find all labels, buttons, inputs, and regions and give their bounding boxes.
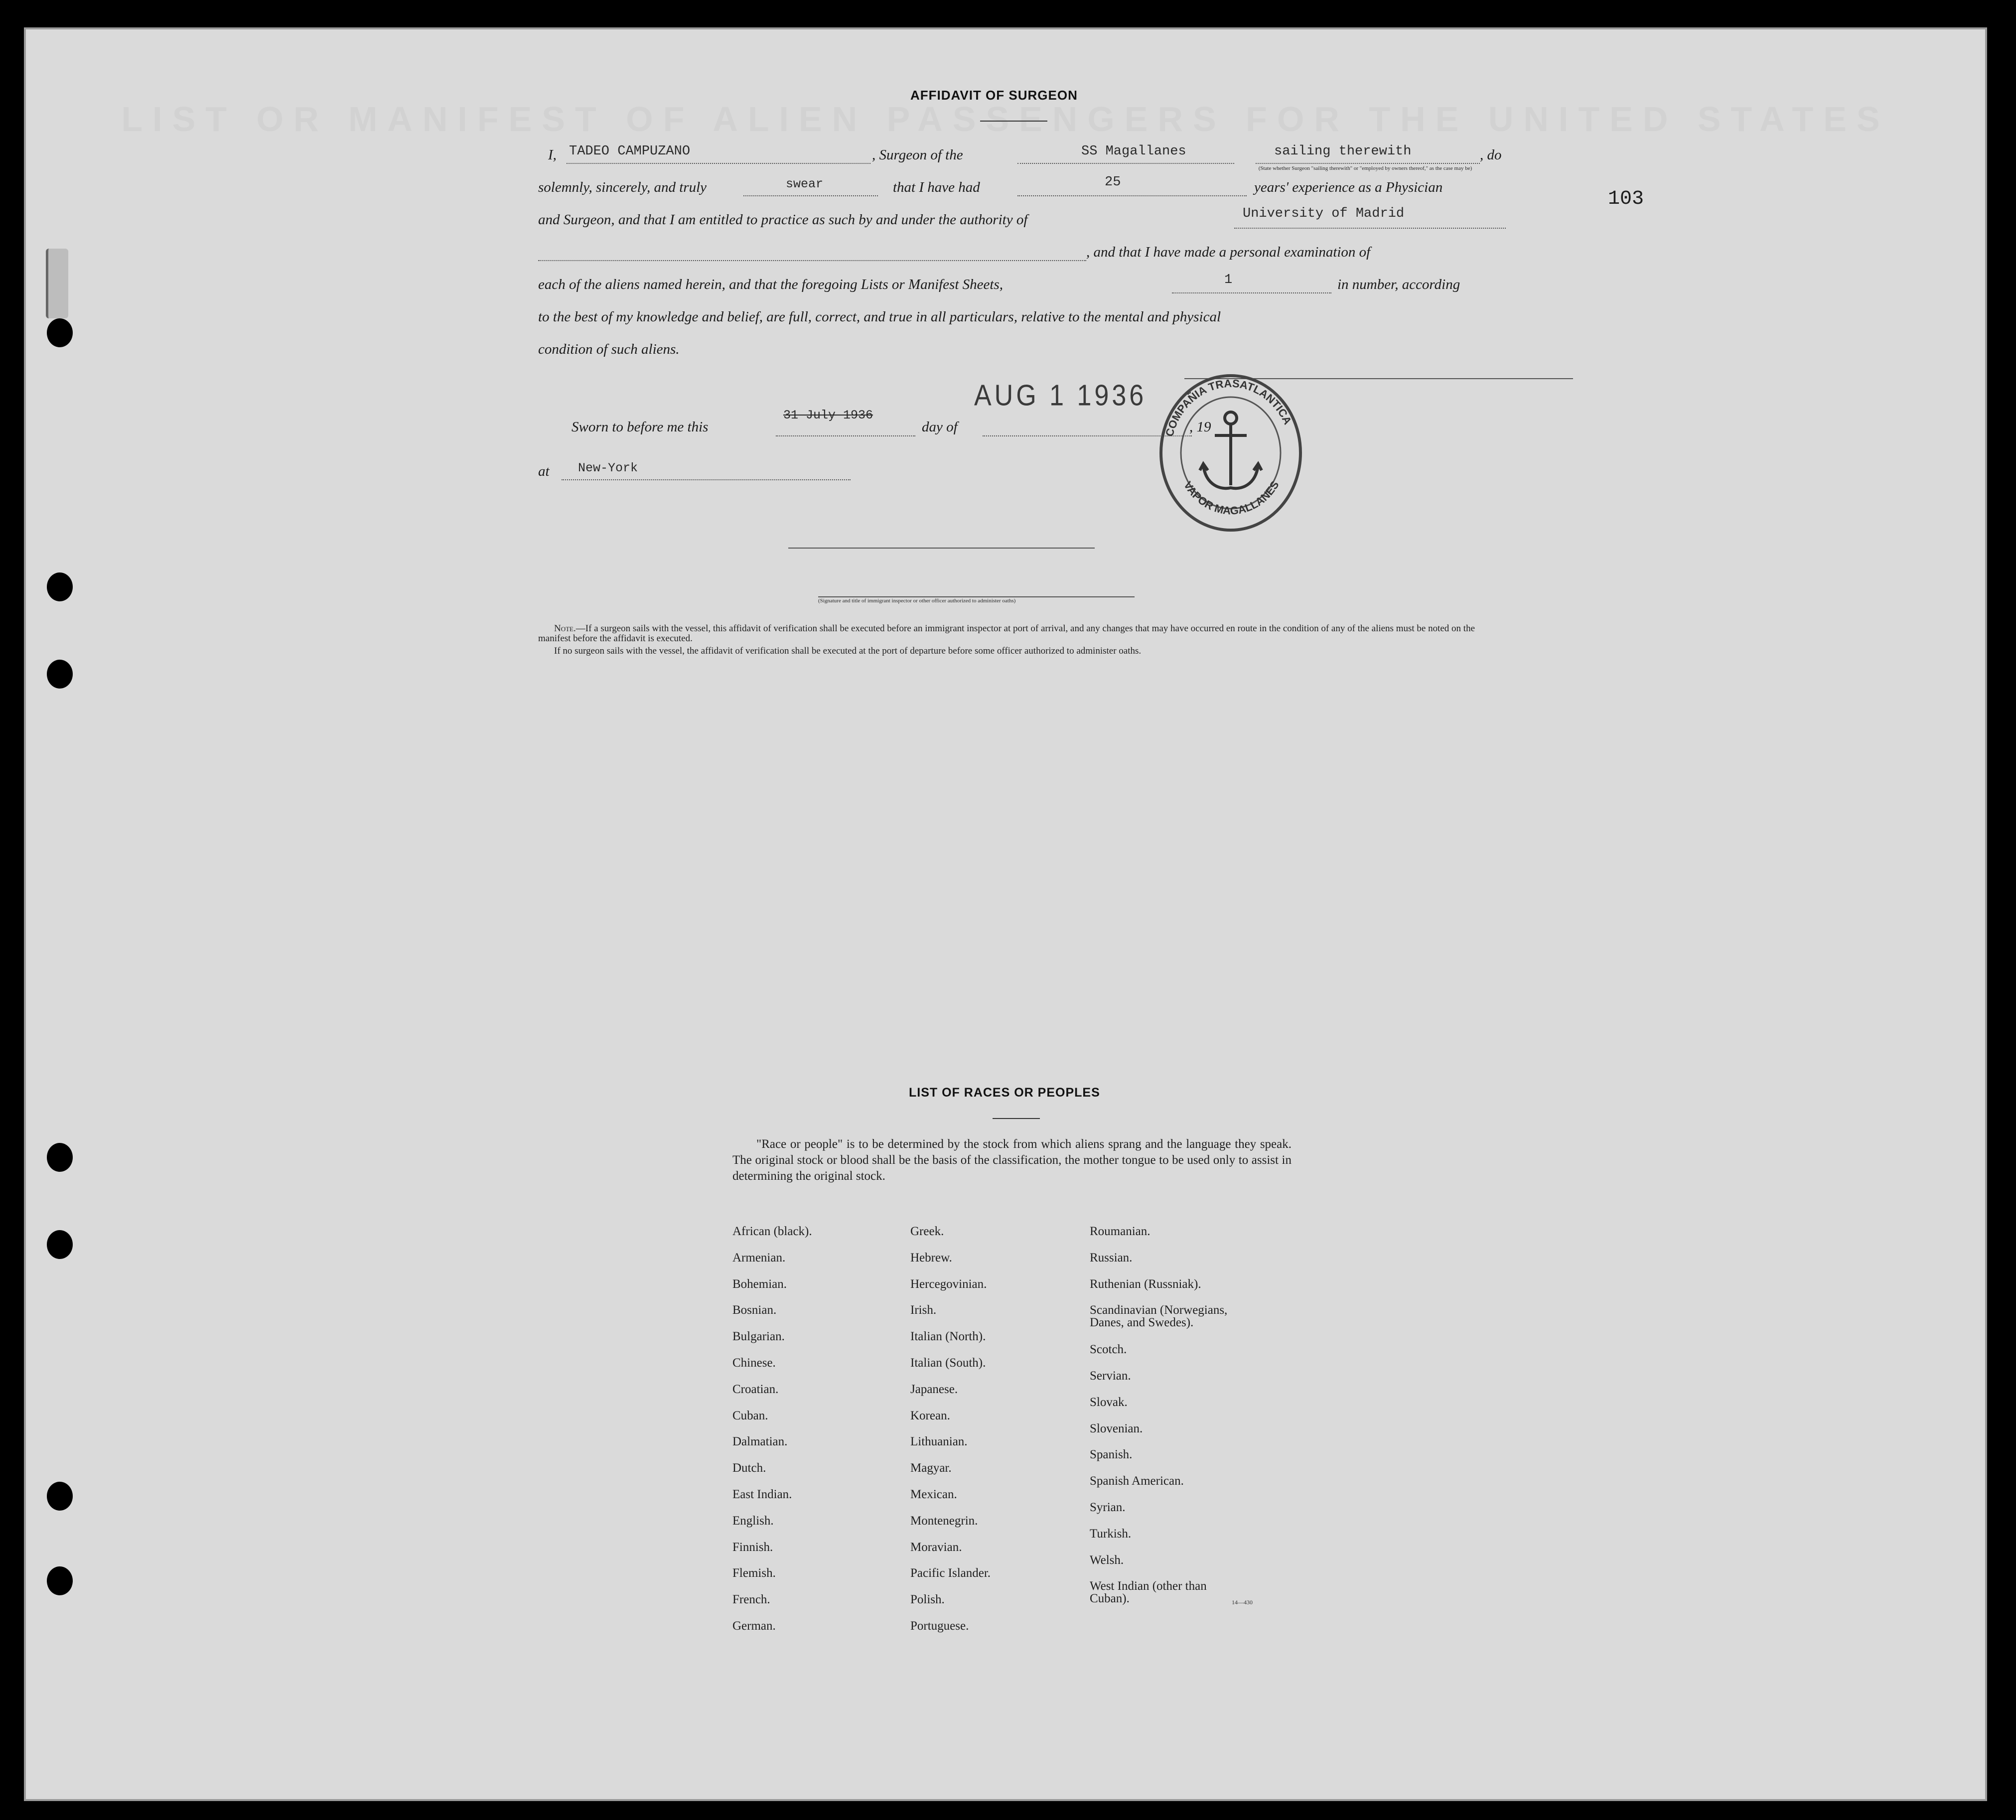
race-item: Magyar.	[910, 1461, 952, 1475]
race-item: Finnish.	[732, 1540, 773, 1554]
race-item: Russian.	[1090, 1251, 1133, 1264]
filled-vessel: SS Magallanes	[1081, 144, 1186, 159]
race-item: Turkish.	[1090, 1527, 1132, 1540]
blank-years	[1017, 195, 1247, 196]
binder-hole	[47, 572, 73, 601]
race-item: Armenian.	[732, 1251, 786, 1264]
race-item: Korean.	[910, 1408, 950, 1422]
filled-oath: swear	[786, 177, 824, 191]
filled-status: sailing therewith	[1274, 144, 1412, 159]
text-i: I,	[548, 147, 557, 163]
race-item: Irish.	[910, 1303, 937, 1317]
race-item: Mexican.	[910, 1488, 957, 1501]
races-title: LIST OF RACES OR PEOPLES	[909, 1086, 1100, 1100]
race-item: Italian (North).	[910, 1330, 986, 1344]
text-condition: condition of such aliens.	[538, 341, 680, 357]
anchor-icon	[1200, 412, 1262, 488]
torn-edge	[46, 249, 68, 318]
race-item: African (black).	[732, 1225, 812, 1238]
filled-years: 25	[1105, 175, 1121, 190]
race-item: Syrian.	[1090, 1501, 1126, 1514]
race-item: Spanish.	[1090, 1448, 1133, 1462]
race-item: Portuguese.	[910, 1619, 969, 1633]
filled-place: New-York	[578, 461, 638, 475]
seal-top-text: COMPAÑIA TRASATLANTICA	[1162, 377, 1295, 438]
ship-seal	[1151, 368, 1310, 538]
page-number: 103	[1608, 188, 1644, 210]
note-line-1: —If a surgeon sails with the vessel, this affidavit of verification shall be executed before an immigrant inspector at port of arrival, and any changes that may have occurred en route in the condition of any of the aliens must be noted on the manifest before the affidavit is executed.	[538, 623, 1475, 644]
race-item: Polish.	[910, 1593, 945, 1607]
blank-place	[562, 479, 851, 480]
race-item: Bosnian.	[732, 1303, 777, 1317]
race-item: Japanese.	[910, 1382, 958, 1396]
blank-status	[1256, 163, 1480, 164]
race-item: Italian (South).	[910, 1356, 986, 1370]
race-item: Chinese.	[732, 1356, 776, 1370]
race-item: Scandinavian (Norwegians, Danes, and Swedes).	[1090, 1303, 1228, 1330]
inspector-signature	[898, 520, 1045, 590]
race-item: Flemish.	[732, 1566, 776, 1580]
received-date-stamp: AUG 1 1936	[974, 379, 1147, 413]
race-item: English.	[732, 1514, 774, 1528]
seal-bottom-text: VAPOR MAGALLANES	[1181, 479, 1282, 517]
race-item: Scotch.	[1090, 1343, 1127, 1357]
note-paragraph-2: If no surgeon sails with the vessel, the affidavit of verification shall be executed at the port of departure before some officer authorized to administer oaths.	[554, 646, 1142, 656]
text-solemnly: solemnly, sincerely, and truly	[538, 179, 707, 195]
race-item: Bohemian.	[732, 1277, 787, 1291]
race-item: Welsh.	[1090, 1553, 1124, 1567]
note-label: Note.	[554, 623, 576, 634]
race-item: Cuban.	[732, 1408, 768, 1422]
race-item: Slovenian.	[1090, 1421, 1143, 1435]
race-item: Spanish American.	[1090, 1474, 1184, 1488]
text-personal-exam: , and that I have made a personal examination of	[1086, 244, 1371, 260]
race-item: Ruthenian (Russniak).	[1090, 1277, 1201, 1291]
binder-hole	[47, 1230, 73, 1259]
binder-hole	[47, 660, 73, 689]
note-paragraph-1	[538, 624, 1495, 644]
blank-vessel	[1017, 163, 1234, 164]
filled-sheets: 1	[1224, 273, 1233, 287]
text-surgeon-of: , Surgeon of the	[872, 147, 963, 163]
blank-oath	[743, 195, 878, 196]
race-item: Montenegrin.	[910, 1514, 978, 1528]
filled-authority: University of Madrid	[1243, 206, 1405, 221]
status-instruction: (State whether Surgeon "sailing therewith" or "employed by owners thereof," as the case may be)	[1258, 165, 1472, 171]
binder-hole	[47, 318, 73, 347]
race-item: French.	[732, 1593, 770, 1607]
blank-sheets	[1172, 292, 1331, 293]
signature-caption: (Signature and title of immigrant inspector or other officer authorized to administer oaths)	[818, 598, 1016, 604]
races-title-rule	[993, 1118, 1040, 1119]
race-item: Greek.	[910, 1225, 944, 1238]
race-item: Pacific Islander.	[910, 1566, 991, 1580]
manifest-page	[24, 27, 1987, 1801]
race-item: Dalmatian.	[732, 1435, 788, 1449]
races-intro: "Race or people" is to be determined by the stock from which aliens sprang and the language they speak. The original stock or blood shall be the basis of the classification, the mother tongue to be used only to assist in determining the original stock.	[732, 1137, 1292, 1183]
text-do: , do	[1480, 147, 1502, 163]
text-year: , 19	[1189, 419, 1211, 435]
race-item: East Indian.	[732, 1488, 792, 1501]
race-item: Dutch.	[732, 1461, 766, 1475]
race-item: Bulgarian.	[732, 1330, 785, 1344]
blank-authority	[1234, 228, 1506, 229]
title-rule	[980, 121, 1047, 122]
text-and-surgeon: and Surgeon, and that I am entitled to practice as such by and under the authority of	[538, 212, 1028, 228]
affidavit-title: AFFIDAVIT OF SURGEON	[910, 88, 1078, 103]
blank-surgeon-name	[567, 163, 870, 164]
filled-surgeon-name: TADEO CAMPUZANO	[569, 144, 691, 159]
race-item: Moravian.	[910, 1540, 962, 1554]
race-item: Hercegovinian.	[910, 1277, 987, 1291]
binder-hole	[47, 1482, 73, 1511]
race-item: Roumanian.	[1090, 1225, 1151, 1238]
blank-sworn-date	[776, 435, 915, 436]
text-in-number: in number, according	[1337, 277, 1460, 292]
race-item: Croatian.	[732, 1382, 779, 1396]
race-item: German.	[732, 1619, 776, 1633]
binder-hole	[47, 1566, 73, 1595]
surgeon-signature	[1292, 341, 1545, 408]
binder-hole	[47, 1143, 73, 1172]
inspector-title-line	[818, 596, 1135, 597]
form-number: 14—430	[1232, 1599, 1253, 1606]
blank-authority-cont	[538, 260, 1086, 261]
text-day-of: day of	[922, 419, 958, 435]
filled-sworn-date: 31 July 1936	[783, 408, 873, 422]
race-item: Lithuanian.	[910, 1435, 968, 1449]
race-item: Hebrew.	[910, 1251, 952, 1264]
race-item: Servian.	[1090, 1369, 1131, 1383]
bleed-through-header: LIST OR MANIFEST OF ALIEN PASSENGERS FOR THE UNITED STATES	[121, 100, 1890, 139]
text-that-i-have-had: that I have had	[893, 179, 980, 195]
race-item: Slovak.	[1090, 1395, 1128, 1409]
text-sworn: Sworn to before me this	[572, 419, 709, 435]
text-best-knowledge: to the best of my knowledge and belief, are full, correct, and true in all particulars, relative to the mental and physical	[538, 309, 1221, 325]
text-at: at	[538, 463, 550, 479]
race-item: West Indian (other than Cuban).	[1090, 1579, 1207, 1606]
text-years-experience: years' experience as a Physician	[1254, 179, 1443, 195]
text-each-of-aliens: each of the aliens named herein, and that the foregoing Lists or Manifest Sheets,	[538, 277, 1003, 292]
inspector-signature-line	[788, 548, 1095, 549]
